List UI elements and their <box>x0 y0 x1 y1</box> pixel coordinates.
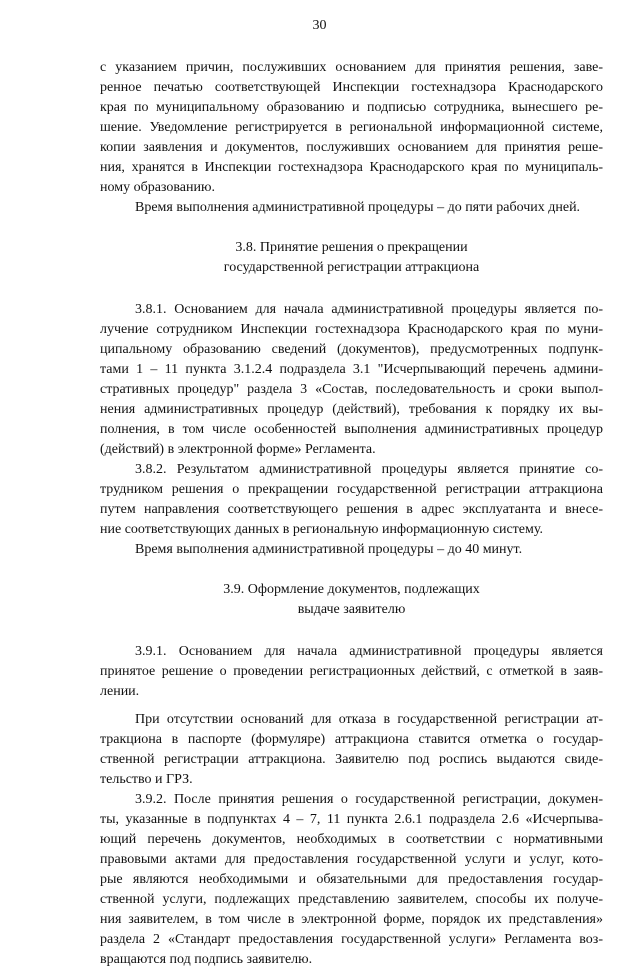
text-line: 3.8.2. Результатом административной процедуры является принятие со- <box>135 462 603 477</box>
text-line: тами 1 – 11 пункта 3.1.2.4 подраздела 3.1 "Исчерпывающий перечень админи- <box>100 362 603 377</box>
text-line: Время выполнения административной процедуры – до 40 минут. <box>135 542 523 557</box>
text-line: тельство и ГРЗ. <box>100 772 193 787</box>
text-line: 3.8.1. Основанием для начала административной процедуры является по- <box>135 302 603 317</box>
text-line: ципальному образованию сведений (документов), предусмотренных подпунк- <box>100 342 603 357</box>
text-line: края по муниципальному образованию и подписью сотрудника, вынесшего ре- <box>100 100 603 115</box>
text-line: ния, хранятся в Инспекции гостехнадзора Краснодарского края по муниципаль- <box>100 160 603 175</box>
heading-line: государственной регистрации аттракциона <box>223 260 480 275</box>
text-line: ренное печатью соответствующей Инспекции гостехнадзора Краснодарского <box>100 80 603 95</box>
text-line: ющий перечень документов, необходимых в соответствии с нормативными <box>100 832 603 847</box>
text-line: ние соответствующих данных в региональную информационную систему. <box>100 522 543 537</box>
heading-line: 3.8. Принятие решения о прекращении <box>235 240 468 255</box>
text-line: раздела 2 «Стандарт предоставления государственной услуги» Регламента воз- <box>100 932 603 947</box>
text-line: полнения, в том числе особенностей выполнения административных процедур <box>100 422 603 437</box>
paragraph-3-9-1 <box>100 642 603 702</box>
heading-line: 3.9. Оформление документов, подлежащих <box>223 582 480 597</box>
text-line: Время выполнения административной процедуры – до пяти рабочих дней. <box>135 200 581 215</box>
text-line: нения административных процедур (действий), требования к порядку их вы- <box>100 402 603 417</box>
text-line: шение. Уведомление регистрируется в региональной информационной системе, <box>100 120 603 135</box>
paragraph-execution-time-minutes <box>100 540 603 560</box>
text-line: ственной регистрации аттракциона. Заявителю под роспись выдаются свиде- <box>100 752 603 767</box>
paragraph-execution-time-days <box>100 198 603 218</box>
text-line: лении. <box>100 684 140 699</box>
text-line: вращаются под подпись заявителю. <box>100 952 313 967</box>
paragraph-3-8-1 <box>100 300 603 460</box>
page-content <box>100 58 603 970</box>
paragraph-notification-details <box>100 58 603 198</box>
text-line: 3.9.1. Основанием для начала административной процедуры является <box>135 644 603 659</box>
text-line: ному образованию. <box>100 180 215 195</box>
text-line: лучение сотрудником Инспекции гостехнадзора Краснодарского края по муни- <box>100 322 603 337</box>
text-line: с указанием причин, послуживших основанием для принятия решения, заве- <box>100 60 603 75</box>
paragraph-registration-mark <box>100 710 603 790</box>
text-line: путем направления соответствующего решения в адрес эксплуатанта и внесе- <box>100 502 603 517</box>
section-heading-3-9 <box>100 580 603 620</box>
paragraph-3-9-2 <box>100 790 603 970</box>
text-line: принятое решение о проведении регистрационных действий, с отметкой в заяв- <box>100 664 603 679</box>
text-line: 3.9.2. После принятия решения о государственной регистрации, докумен- <box>135 792 603 807</box>
text-line: При отсутствии оснований для отказа в государственной регистрации ат- <box>135 712 603 727</box>
page-number: 30 <box>312 18 327 33</box>
text-line: тракциона в паспорте (формуляре) аттракциона ставится отметка о государ- <box>100 732 603 747</box>
text-line: правовыми актами для предоставления государственной услуги и услуг, кото- <box>100 852 603 867</box>
text-line: ния заявителем, в том числе в электронной форме, порядок их представления» <box>100 912 603 927</box>
section-heading-3-8 <box>100 238 603 278</box>
text-line: копии заявления и документов, послуживших основанием для принятия реше- <box>100 140 603 155</box>
text-line: рые являются необходимыми и обязательными для предоставления государ- <box>100 872 603 887</box>
text-line: ственной услуги, подлежащих представлению заявителем, способы их получе- <box>100 892 603 907</box>
text-line: трудником решения о прекращении государственной регистрации аттракциона <box>100 482 603 497</box>
heading-line: выдаче заявителю <box>297 602 406 617</box>
text-line: (действий) в электронной форме» Регламента. <box>100 442 376 457</box>
text-line: ты, указанные в подпунктах 4 – 7, 11 пункта 2.6.1 подраздела 2.6 «Исчерпыва- <box>100 812 603 827</box>
paragraph-3-8-2 <box>100 460 603 540</box>
text-line: стративных процедур" раздела 3 «Состав, последовательность и сроки выпол- <box>100 382 603 397</box>
